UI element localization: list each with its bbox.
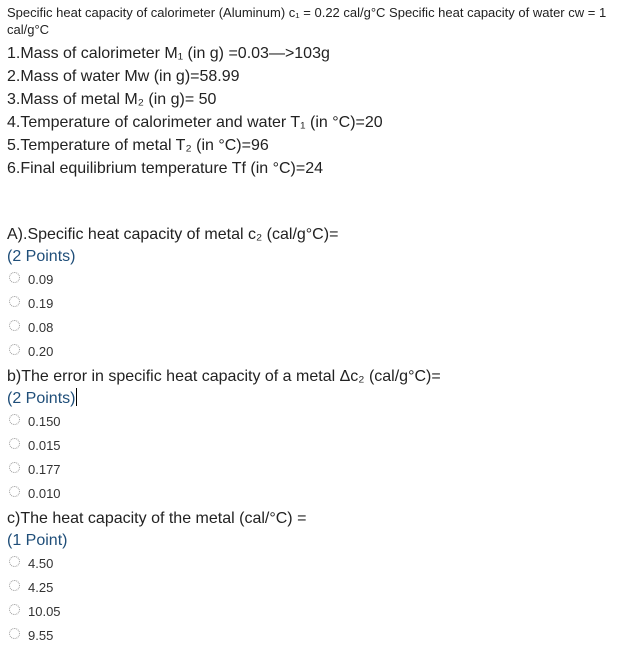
option-label: 4.50 — [28, 556, 54, 571]
radio-button[interactable] — [9, 296, 20, 307]
question-a-option-2[interactable] — [7, 292, 338, 316]
given-temp-calorimeter-water: 4.Temperature of calorimeter and water T₁ (in °C)=20 — [7, 114, 383, 131]
question-a-points: (2 Points) — [7, 248, 76, 265]
question-c-option-4[interactable] — [7, 624, 306, 648]
question-b-option-2[interactable] — [7, 434, 441, 458]
given-temp-metal: 5.Temperature of metal T₂ (in °C)=96 — [7, 137, 269, 154]
question-c-option-1[interactable] — [7, 552, 306, 576]
question-b — [7, 366, 441, 506]
radio-button[interactable] — [9, 486, 20, 497]
radio-button[interactable] — [9, 556, 20, 567]
radio-button[interactable] — [9, 320, 20, 331]
radio-button[interactable] — [9, 272, 20, 283]
text-cursor — [76, 388, 77, 406]
question-b-points-label: (2 Points) — [7, 390, 76, 407]
given-mass-calorimeter: 1.Mass of calorimeter M₁ (in g) =0.03—>103g — [7, 45, 330, 62]
radio-button[interactable] — [9, 580, 20, 591]
question-c-option-2[interactable] — [7, 576, 306, 600]
option-label: 4.25 — [28, 580, 54, 595]
question-c — [7, 508, 306, 648]
radio-button[interactable] — [9, 462, 20, 473]
option-label: 0.19 — [28, 296, 54, 311]
question-b-option-3[interactable] — [7, 458, 441, 482]
radio-button[interactable] — [9, 628, 20, 639]
question-b-points — [7, 388, 441, 410]
option-label: 0.177 — [28, 462, 61, 477]
option-label: 9.55 — [28, 628, 54, 643]
given-mass-metal: 3.Mass of metal M₂ (in g)= 50 — [7, 91, 217, 108]
given-values-list — [7, 42, 383, 180]
question-a-text: A).Specific heat capacity of metal c₂ (cal/g°C)= — [7, 226, 339, 243]
option-label: 10.05 — [28, 604, 61, 619]
radio-button[interactable] — [9, 344, 20, 355]
radio-button[interactable] — [9, 438, 20, 449]
option-label: 0.010 — [28, 486, 61, 501]
question-c-option-3[interactable] — [7, 600, 306, 624]
question-a-option-4[interactable] — [7, 340, 338, 364]
question-b-option-1[interactable] — [7, 410, 441, 434]
option-label: 0.08 — [28, 320, 54, 335]
radio-button[interactable] — [9, 604, 20, 615]
question-b-text: b)The error in specific heat capacity of a metal Δc₂ (cal/g°C)= — [7, 368, 441, 385]
question-c-points: (1 Point) — [7, 532, 68, 549]
option-label: 0.20 — [28, 344, 54, 359]
question-a-option-1[interactable] — [7, 268, 338, 292]
given-mass-water: 2.Mass of water Mw (in g)=58.99 — [7, 68, 240, 85]
option-label: 0.150 — [28, 414, 61, 429]
option-label: 0.015 — [28, 438, 61, 453]
question-c-text: c)The heat capacity of the metal (cal/°C) = — [7, 510, 307, 527]
intro-text: Specific heat capacity of calorimeter (Aluminum) c₁ = 0.22 cal/g°C Specific heat capacity of water cw = 1 cal/g°C — [7, 5, 607, 37]
option-label: 0.09 — [28, 272, 54, 287]
given-final-temp: 6.Final equilibrium temperature Tf (in °C)=24 — [7, 160, 324, 177]
question-a — [7, 224, 338, 364]
radio-button[interactable] — [9, 414, 20, 425]
question-a-option-3[interactable] — [7, 316, 338, 340]
question-b-option-4[interactable] — [7, 482, 441, 506]
